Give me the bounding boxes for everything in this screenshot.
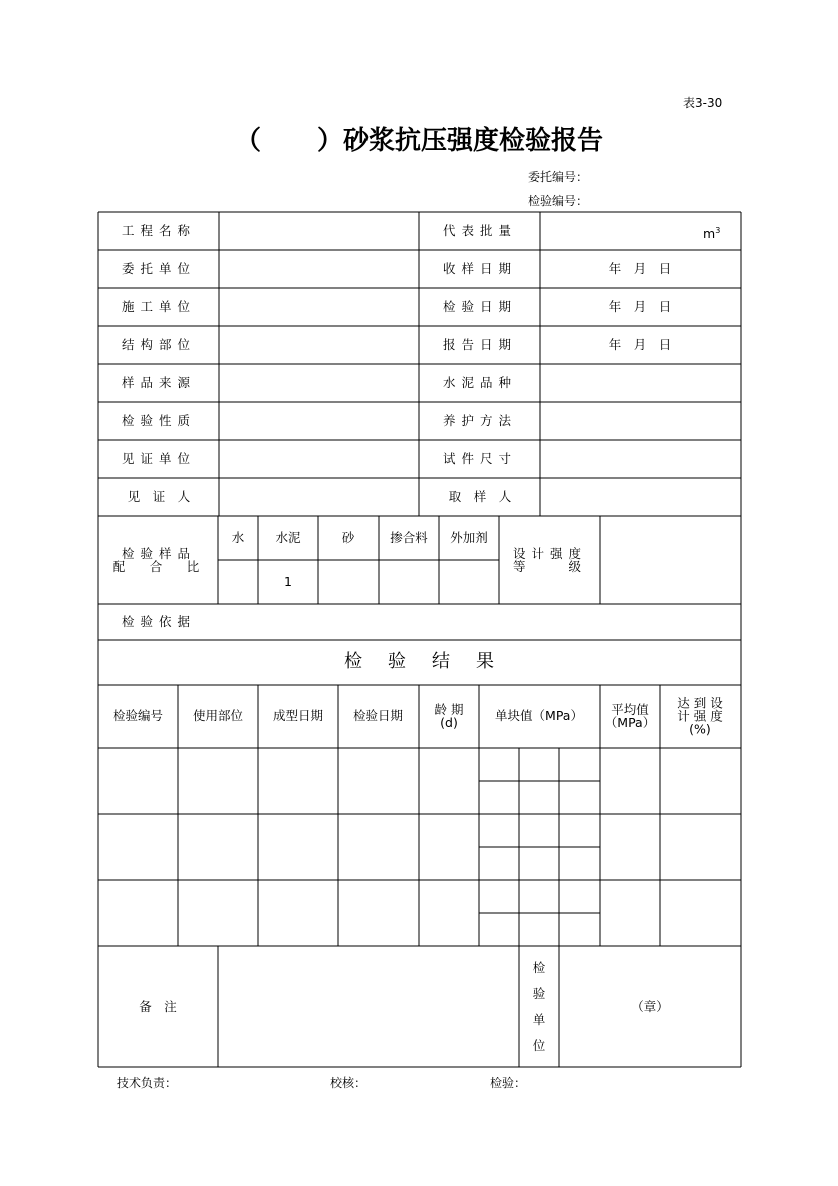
mix-col-additive: 外加剂 bbox=[450, 530, 488, 545]
seal-placeholder: （章） bbox=[631, 999, 669, 1014]
label-specimen-size: 试件尺寸 bbox=[442, 451, 518, 466]
header-test-date: 检验日期 bbox=[352, 708, 404, 723]
label-witness-unit: 见证单位 bbox=[121, 451, 197, 466]
label-sample-source: 样品来源 bbox=[121, 375, 197, 390]
commission-no-label: 委托编号： bbox=[528, 170, 589, 184]
value-sample-received-date: 年 月 日 bbox=[608, 261, 672, 276]
label-test-unit-char1: 检 bbox=[532, 960, 546, 975]
header-single-value: 单块值（MPa） bbox=[495, 708, 583, 723]
label-project-name: 工程名称 bbox=[121, 223, 197, 238]
header-average bbox=[605, 703, 655, 729]
mix-col-sand: 砂 bbox=[341, 530, 355, 545]
header-average-line1: 平均值 bbox=[611, 702, 649, 717]
header-age bbox=[435, 703, 464, 729]
test-no-label: 检验编号： bbox=[528, 194, 589, 208]
title-paren-close: ） bbox=[316, 126, 343, 156]
label-design-grade bbox=[513, 547, 587, 573]
label-design-grade-line1: 设计强度 bbox=[512, 546, 588, 561]
label-sampler: 取 样 人 bbox=[448, 489, 512, 504]
label-curing-method: 养护方法 bbox=[442, 413, 518, 428]
label-test-unit-char4: 位 bbox=[532, 1038, 546, 1053]
header-average-line2: （MPa） bbox=[604, 715, 656, 730]
form-number: 表3-30 bbox=[683, 96, 723, 110]
label-sample-received-date: 收样日期 bbox=[442, 261, 518, 276]
mix-col-admixture: 掺合料 bbox=[390, 530, 428, 545]
header-age-line1: 龄 期 bbox=[434, 702, 464, 717]
label-remarks: 备 注 bbox=[139, 999, 177, 1014]
header-ratio-line2: 计 强 度 bbox=[677, 708, 723, 724]
value-test-date: 年 月 日 bbox=[608, 299, 672, 314]
label-test-date: 检验日期 bbox=[442, 299, 518, 314]
page-title bbox=[0, 120, 838, 157]
mix-col-cement: 水泥 bbox=[275, 530, 301, 545]
header-age-line2: (d) bbox=[440, 715, 458, 730]
label-mix-ratio bbox=[113, 547, 206, 573]
header-strength-ratio bbox=[677, 697, 722, 736]
label-structure-part: 结构部位 bbox=[121, 337, 197, 352]
footer-inspector: 检验： bbox=[490, 1076, 527, 1090]
footer-checker: 校核： bbox=[330, 1076, 367, 1090]
label-batch-quantity: 代表批量 bbox=[442, 223, 518, 238]
label-test-unit bbox=[529, 955, 549, 1059]
label-commissioning-unit: 委托单位 bbox=[121, 261, 197, 276]
label-cement-type: 水泥品种 bbox=[442, 375, 518, 390]
title-paren-open: （ bbox=[234, 126, 261, 156]
mix-col-water: 水 bbox=[231, 530, 245, 545]
label-design-grade-line2: 等 级 bbox=[512, 559, 588, 574]
value-report-date: 年 月 日 bbox=[608, 337, 672, 352]
label-test-nature: 检验性质 bbox=[121, 413, 197, 428]
label-witness-person: 见 证 人 bbox=[127, 489, 191, 504]
label-test-basis: 检验依据 bbox=[121, 614, 197, 629]
footer-tech-lead: 技术负责： bbox=[117, 1076, 178, 1090]
header-forming-date: 成型日期 bbox=[272, 708, 324, 723]
results-title: 检验结果 bbox=[344, 651, 520, 672]
header-test-no: 检验编号 bbox=[112, 708, 164, 723]
label-test-unit-char3: 单 bbox=[532, 1012, 546, 1027]
label-mix-ratio-line1: 检验样品 bbox=[121, 546, 197, 561]
unit-cubic-meter bbox=[703, 224, 720, 241]
header-ratio-line3: (%) bbox=[689, 721, 711, 737]
unit-m: m bbox=[703, 226, 716, 242]
title-main: 砂浆抗压强度检验报告 bbox=[343, 126, 604, 156]
label-mix-ratio-line2: 配 合 比 bbox=[112, 559, 206, 574]
header-ratio-line1: 达 到 设 bbox=[677, 695, 723, 711]
unit-sup: 3 bbox=[715, 226, 721, 235]
mix-cement-ratio: 1 bbox=[284, 574, 292, 589]
label-construction-unit: 施工单位 bbox=[121, 299, 197, 314]
label-report-date: 报告日期 bbox=[442, 337, 518, 352]
header-use-part: 使用部位 bbox=[192, 708, 244, 723]
label-test-unit-char2: 验 bbox=[532, 986, 546, 1001]
